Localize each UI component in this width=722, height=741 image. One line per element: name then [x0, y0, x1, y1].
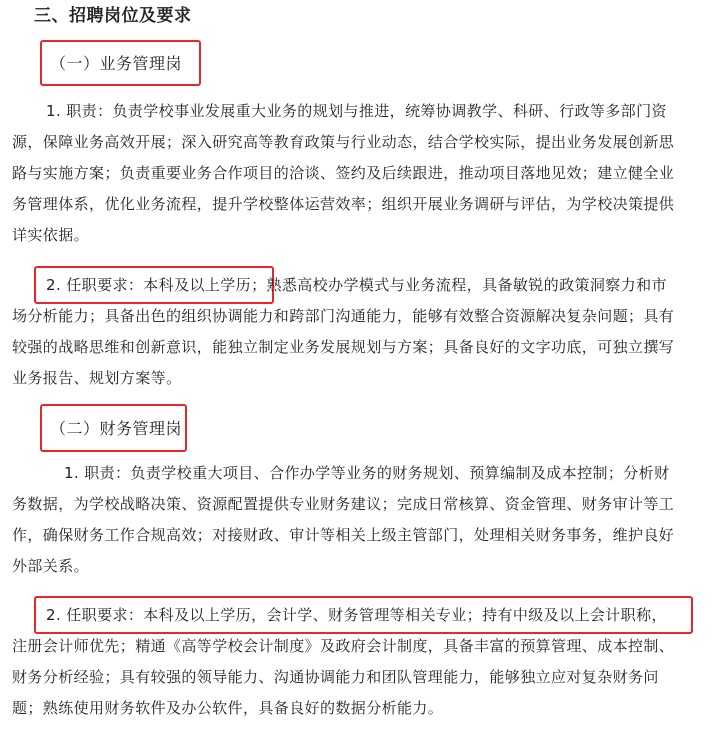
duties-paragraph-2 [12, 458, 700, 582]
duty-line: 详实依据。 [12, 226, 90, 244]
requirement-line: 题；熟练使用财务软件及办公软件，具备良好的数据分析能力。 [12, 699, 444, 717]
position-heading-1: （一）业务管理岗 [50, 54, 183, 73]
requirements-paragraph-1 [12, 270, 700, 394]
duty-line: 1. 职责：负责学校重大项目、合作办学等业务的财务规划、预算编制及成本控制；分析财 [64, 464, 670, 482]
requirement-highlight-text: 2. 任职要求：本科及以上学历； [46, 276, 267, 294]
requirement-line: 场分析能力；具备出色的组织协调能力和跨部门沟通能力，能够有效整合资源解决复杂问题；具有 [12, 307, 675, 325]
requirement-line: 注册会计师优先；精通《高等学校会计制度》及政府会计制度，具备丰富的预算管理、成本控制、 [12, 637, 675, 655]
requirement-highlight-text: 2. 任职要求：本科及以上学历，会计学、财务管理等相关专业；持有中级及以上会计职称， [46, 606, 667, 624]
position-heading-2: （二）财务管理岗 [50, 419, 183, 438]
requirement-line: 较强的战略思维和创新意识，能独立制定业务发展规划与方案；具备良好的文字功底，可独立撰写 [12, 338, 675, 356]
requirement-line: 财务分析经验；具有较强的领导能力、沟通协调能力和团队管理能力，能够独立应对复杂财务问 [12, 668, 659, 686]
requirements-paragraph-2 [12, 600, 700, 724]
duty-line: 路与实施方案；负责重要业务合作项目的洽谈、签约及后续跟进，推动项目落地见效；建立健全业 [12, 164, 675, 182]
duty-line: 源，保障业务高效开展；深入研究高等教育政策与行业动态，结合学校实际，提出业务发展创新思 [12, 133, 675, 151]
duties-paragraph-1 [12, 96, 700, 251]
duty-line: 作，确保财务工作合规高效；对接财政、审计等相关上级主管部门，处理相关财务事务，维护良好 [12, 526, 675, 544]
requirement-line: 业务报告、规划方案等。 [12, 369, 182, 387]
section-title: 三、招聘岗位及要求 [34, 6, 192, 26]
duty-line: 务数据，为学校战略决策、资源配置提供专业财务建议；完成日常核算、资金管理、财务审计等工 [12, 495, 675, 513]
requirement-line: 熟悉高校办学模式与业务流程，具备敏锐的政策洞察力和市 [266, 276, 667, 294]
duty-line: 1. 职责：负责学校事业发展重大业务的规划与推进，统筹协调教学、科研、行政等多部门资 [46, 102, 667, 120]
duty-line: 务管理体系，优化业务流程，提升学校整体运营效率；组织开展业务调研与评估，为学校决策提供 [12, 195, 675, 213]
duty-line: 外部关系。 [12, 557, 90, 575]
